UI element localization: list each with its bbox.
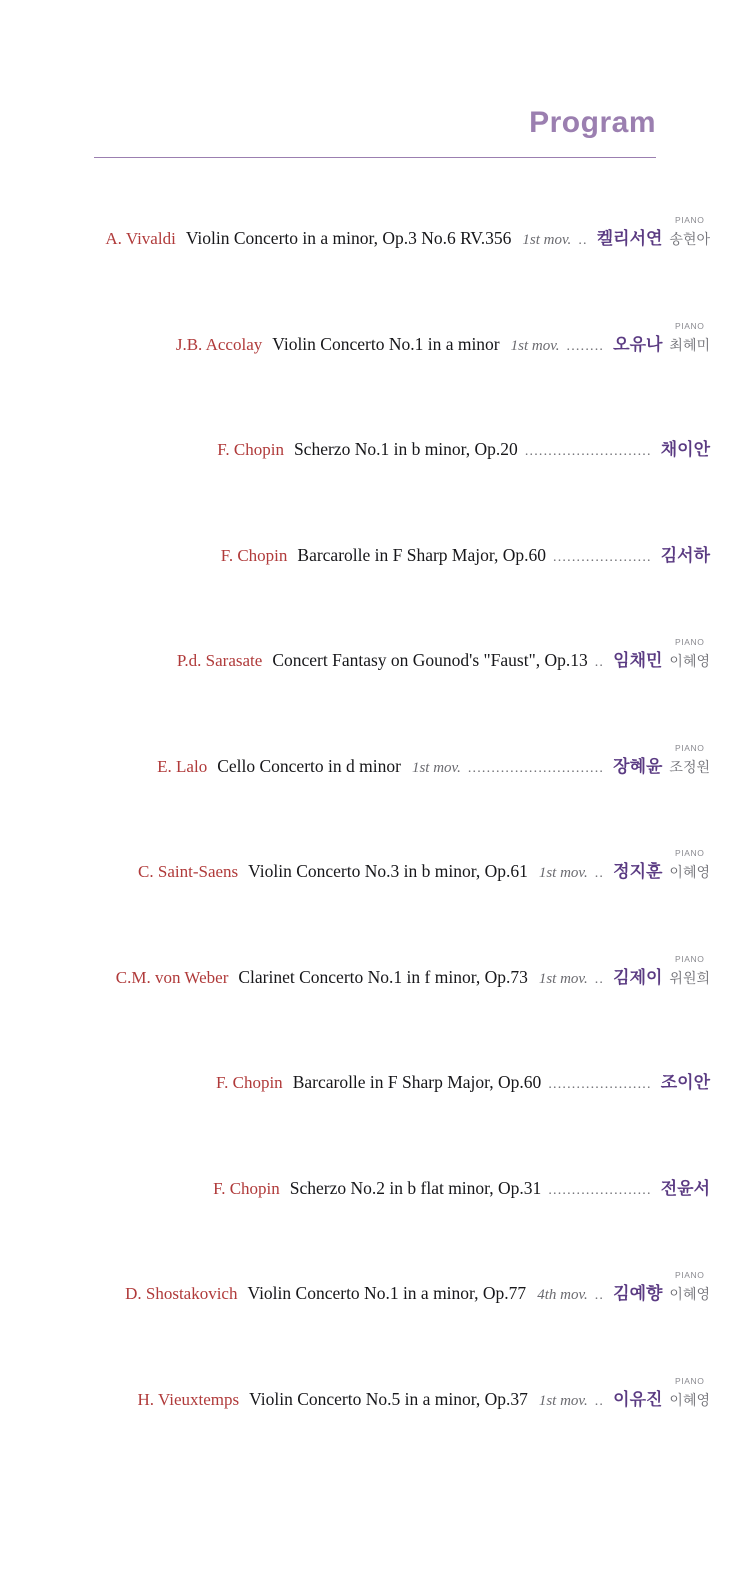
accompanist-block — [669, 1375, 710, 1410]
performer-name: 정지훈 — [613, 862, 663, 881]
composer-name: P.d. Sarasate — [176, 651, 263, 670]
accompanist-role-label: PIANO — [674, 215, 705, 225]
program-entry-row — [94, 1068, 710, 1093]
work-title: Barcarolle in F Sharp Major, Op.60 — [292, 1072, 542, 1092]
movement-label: 1st mov. — [522, 232, 572, 248]
program-entry-row — [94, 1375, 710, 1410]
program-entry — [0, 848, 750, 963]
program-entry-row — [94, 541, 710, 566]
accompanist-role-label: PIANO — [674, 1270, 705, 1280]
accompanist-name: 송현아 — [669, 231, 710, 247]
program-entry — [0, 435, 750, 541]
program-list — [0, 215, 750, 1490]
performer-name: 오유나 — [613, 334, 663, 354]
composer-name: C. Saint-Saens — [138, 862, 239, 881]
program-entry-row — [94, 1270, 710, 1304]
composer-name: F. Chopin — [220, 545, 288, 565]
accompanist-role-label: PIANO — [674, 848, 705, 858]
leader-dots: ..................... — [553, 549, 652, 565]
accompanist-block — [669, 953, 710, 988]
leader-dots: ...................... — [548, 1077, 652, 1092]
program-entry-row — [94, 1174, 710, 1199]
program-entry — [0, 1375, 750, 1491]
composer-name: F. Chopin — [213, 1178, 280, 1198]
composer-name: E. Lalo — [157, 756, 208, 776]
work-title: Barcarolle in F Sharp Major, Op.60 — [297, 544, 547, 565]
program-entry-row — [94, 953, 710, 988]
work-title: Violin Concerto No.1 in a minor — [272, 333, 500, 354]
accompanist-role-label: PIANO — [674, 953, 705, 964]
leader-dots: ............................. — [467, 760, 605, 776]
performer-name: 임채민 — [613, 651, 663, 670]
accompanist-name: 조정원 — [669, 758, 710, 775]
performer-name: 전윤서 — [660, 1178, 710, 1198]
work-title: Scherzo No.1 in b minor, Op.20 — [293, 439, 518, 459]
work-title: Clarinet Concerto No.1 in f minor, Op.73 — [238, 966, 528, 987]
leader-dots: .. — [594, 971, 605, 987]
program-entry-row — [94, 320, 710, 355]
page-header — [0, 0, 750, 138]
movement-label: 1st mov. — [510, 337, 560, 354]
composer-name: J.B. Accolay — [175, 334, 263, 354]
accompanist-name: 이혜영 — [669, 1286, 710, 1302]
movement-label: 1st mov. — [411, 759, 461, 776]
work-title: Violin Concerto No.1 in a minor, Op.77 — [247, 1283, 527, 1303]
accompanist-block — [669, 637, 710, 671]
performer-name: 조이안 — [660, 1073, 710, 1092]
accompanist-block — [669, 848, 710, 882]
performer-name: 김서하 — [660, 545, 710, 565]
movement-label: 4th mov. — [537, 1287, 588, 1303]
work-title: Concert Fantasy on Gounod's "Faust", Op.13 — [272, 650, 588, 670]
program-entry — [0, 742, 750, 858]
work-title: Violin Concerto in a minor, Op.3 No.6 RV.356 — [185, 228, 512, 248]
performer-name: 김제이 — [613, 967, 663, 987]
leader-dots: .. — [594, 1393, 605, 1409]
leader-dots: .. — [594, 1288, 605, 1303]
leader-dots: ........ — [566, 338, 605, 354]
accompanist-role-label: PIANO — [674, 320, 705, 331]
composer-name: F. Chopin — [216, 1073, 283, 1092]
composer-name: A. Vivaldi — [105, 229, 176, 248]
accompanist-name: 최혜미 — [669, 336, 710, 353]
accompanist-name: 이혜영 — [669, 653, 710, 669]
performer-name: 이유진 — [613, 1389, 663, 1409]
program-entry-row — [94, 848, 710, 882]
composer-name: H. Vieuxtemps — [137, 1389, 240, 1409]
accompanist-role-label: PIANO — [674, 1375, 705, 1386]
leader-dots: .. — [594, 655, 605, 670]
accompanist-role-label: PIANO — [674, 742, 705, 753]
leader-dots: ...................... — [548, 1182, 652, 1198]
page-title: Program — [529, 106, 656, 139]
program-entry — [0, 1174, 750, 1280]
accompanist-name: 위원희 — [669, 969, 710, 986]
accompanist-role-label: PIANO — [674, 637, 705, 647]
work-title: Violin Concerto No.3 in b minor, Op.61 — [248, 861, 528, 881]
work-title: Scherzo No.2 in b flat minor, Op.31 — [289, 1177, 542, 1198]
accompanist-block — [669, 215, 710, 249]
program-entry-row — [94, 742, 710, 777]
accompanist-name: 이혜영 — [669, 1391, 710, 1408]
leader-dots: .. — [594, 866, 605, 881]
performer-name: 장혜윤 — [613, 756, 663, 776]
header-divider — [94, 157, 656, 158]
movement-label: 1st mov. — [538, 1392, 588, 1409]
performer-name: 김예향 — [613, 1284, 663, 1303]
program-entry-row — [94, 215, 710, 249]
performer-name: 켈리서연 — [596, 229, 663, 248]
program-entry — [0, 953, 750, 1069]
performer-name: 채이안 — [660, 440, 710, 459]
leader-dots: .. — [578, 233, 588, 248]
program-entry — [0, 320, 750, 436]
composer-name: F. Chopin — [217, 440, 284, 459]
movement-label: 1st mov. — [538, 970, 588, 987]
work-title: Violin Concerto No.5 in a minor, Op.37 — [249, 1388, 528, 1409]
program-entry-row — [94, 637, 710, 671]
accompanist-block — [669, 1270, 710, 1304]
work-title: Cello Concerto in d minor — [217, 755, 401, 776]
accompanist-name: 이혜영 — [669, 864, 710, 880]
program-entry — [0, 541, 750, 647]
leader-dots: ........................... — [524, 444, 652, 459]
program-entry — [0, 637, 750, 752]
accompanist-block — [669, 742, 710, 777]
composer-name: D. Shostakovich — [125, 1284, 238, 1303]
program-entry — [0, 1068, 750, 1174]
program-entry-row — [94, 435, 710, 460]
program-entry — [0, 215, 750, 330]
composer-name: C.M. von Weber — [115, 967, 229, 987]
accompanist-block — [669, 320, 710, 355]
program-entry — [0, 1270, 750, 1385]
movement-label: 1st mov. — [538, 865, 588, 881]
